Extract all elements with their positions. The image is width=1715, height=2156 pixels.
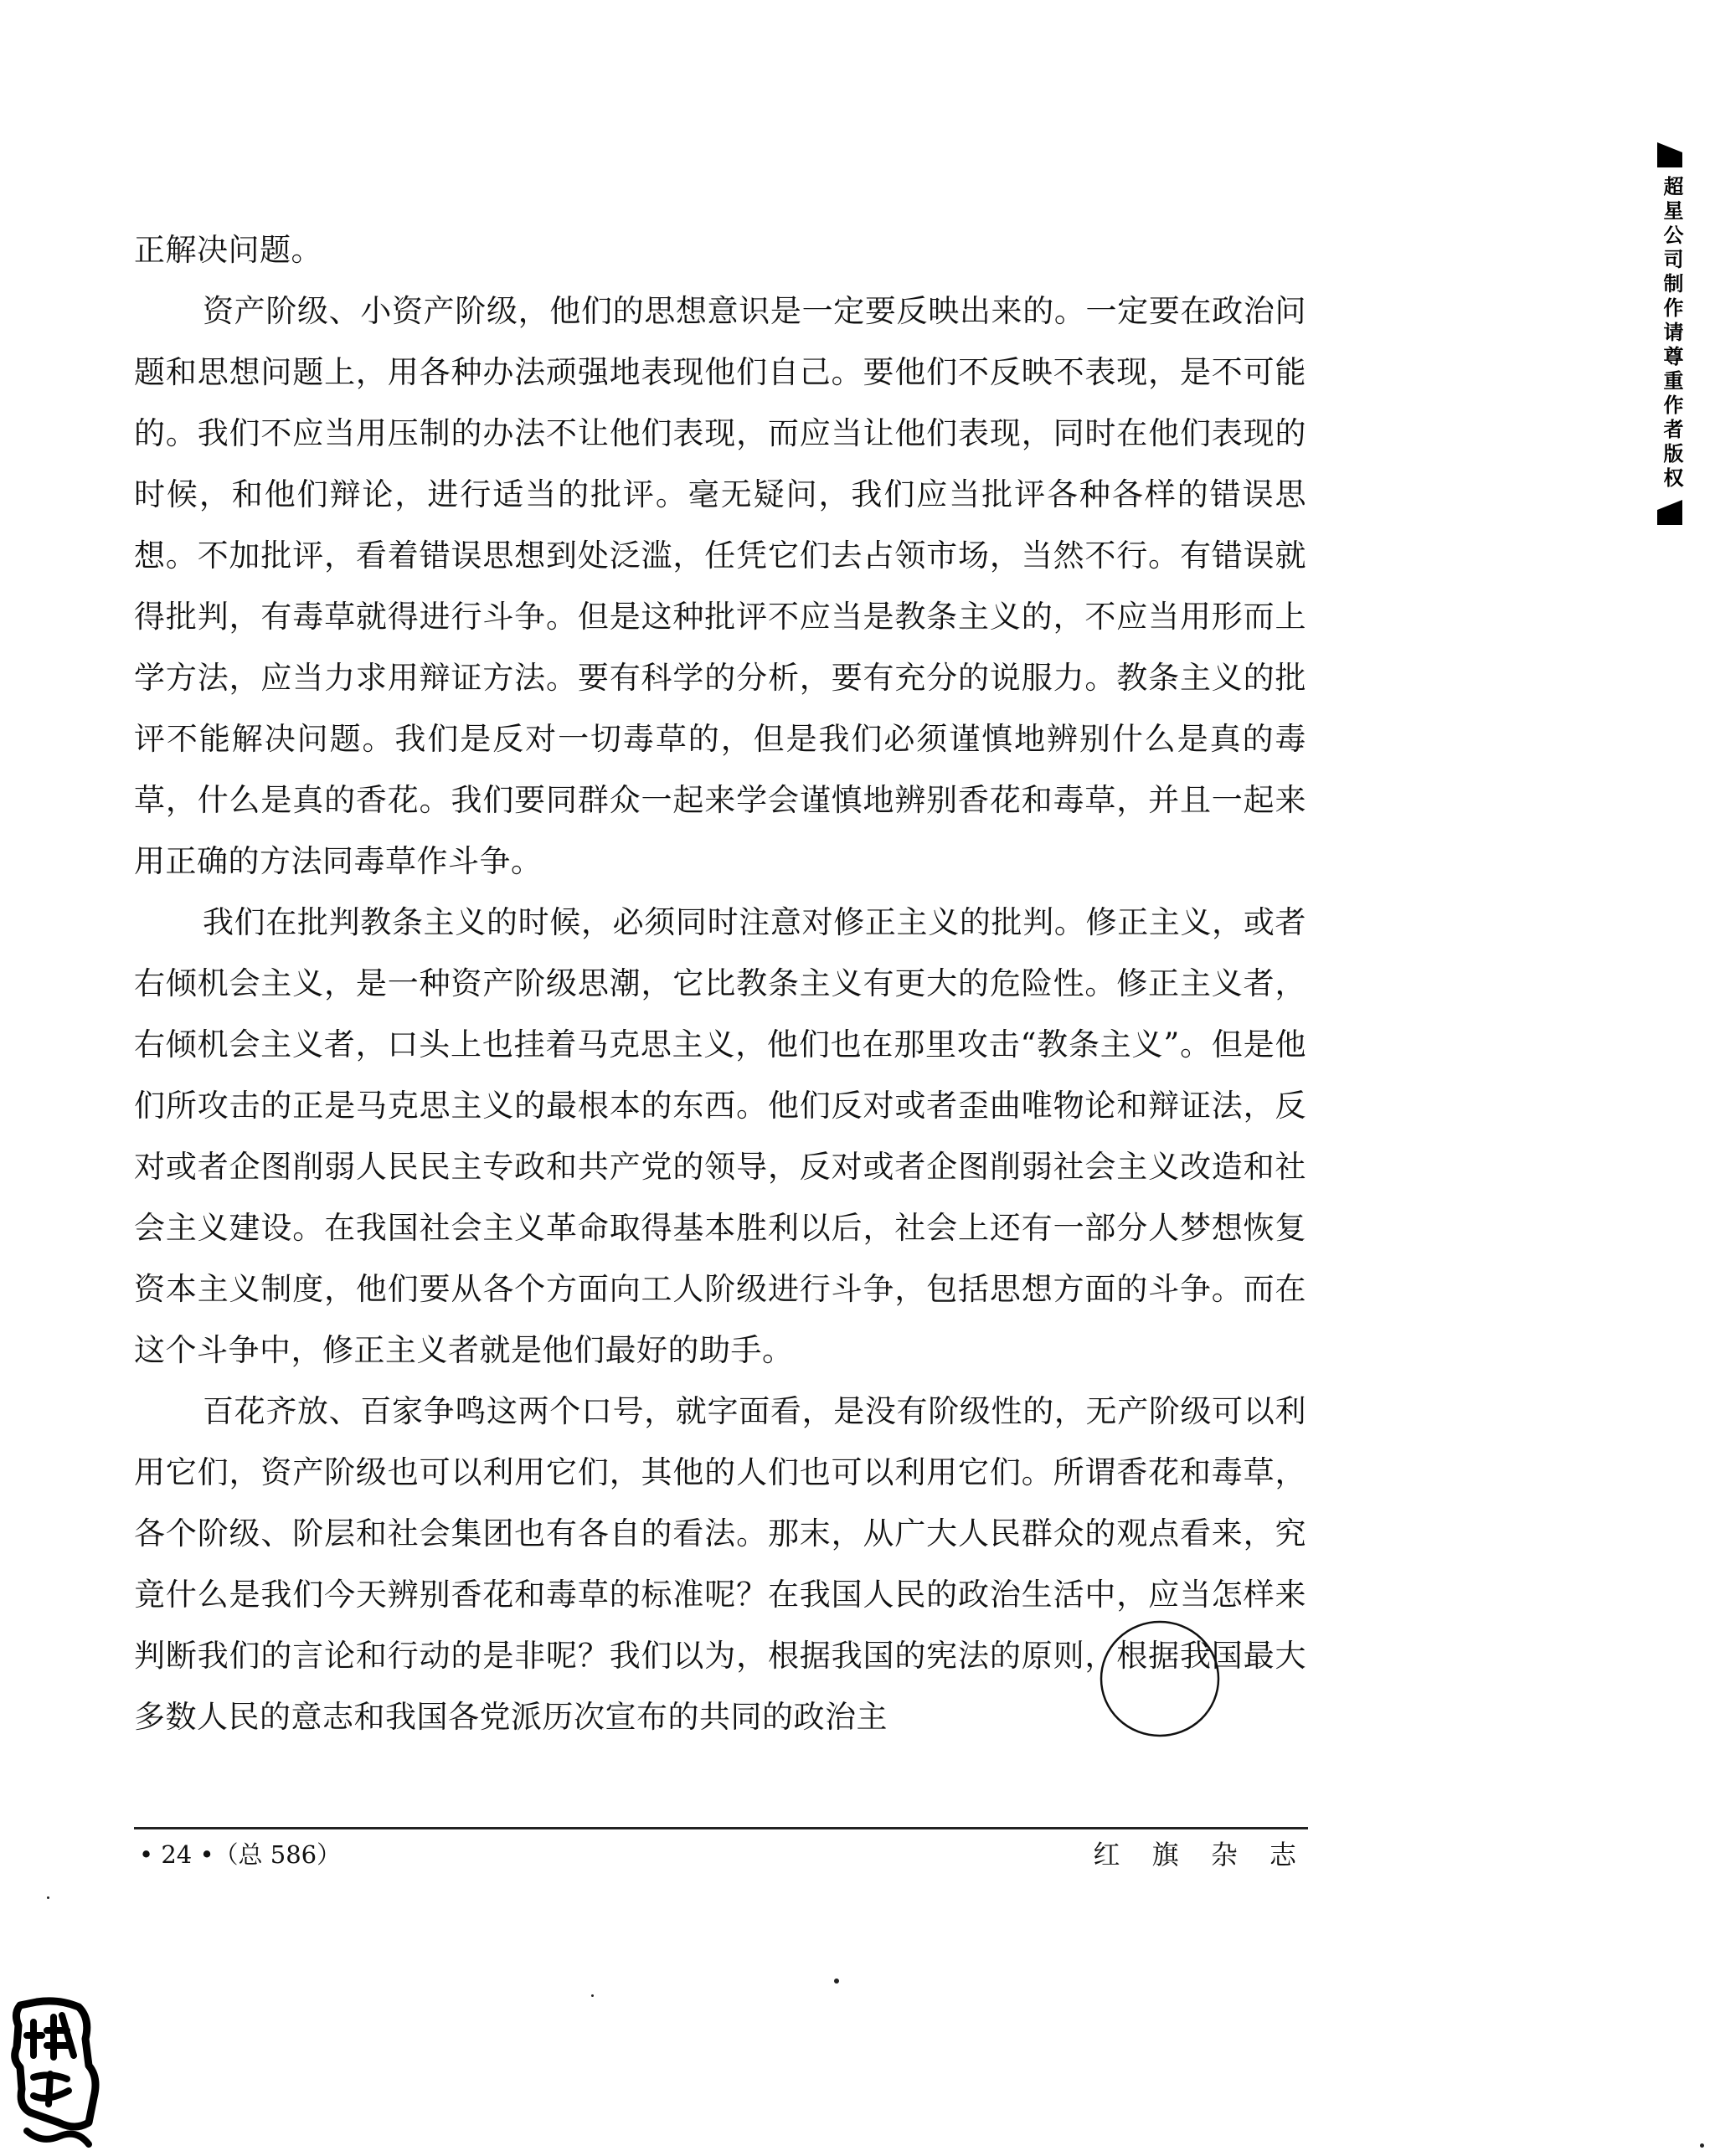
copyright-text: 超星公司制作请尊重作者版权 [1660, 176, 1683, 491]
banner-bottom-marker [1657, 500, 1682, 525]
paragraph-2: 资产阶级、小资产阶级，他们的思想意识是一定要反映出来的。一定要在政治问题和思想问题上，用各种办法顽强地表现他们自己。要他们不反映不表现，是不可能的。我们不应当用压制的办法不让他们表现，而应当让他们表现，同时在他们表现的时候，和他们辩论，进行适当的批评。毫无疑问，我们应当批评各种各样的错误思想。不加批评，看着错误思想到处泛滥，任凭它们去占领市场，当然不行。有错误就得批判，有毒草就得进行斗争。但是这种批评不应当是教条主义的，不应当用形而上学方法，应当力求用辩证方法。要有科学的分析，要有充分的说服力。教条主义的批评不能解决问题。我们是反对一切毒草的，但是我们必须谨慎地辨别什么是真的毒草，什么是真的香花。我们要同群众一起来学会谨慎地辨别香花和毒草，并且一起来用正确的方法同毒草作斗争。 [134, 293, 1306, 879]
scan-speck [47, 1896, 49, 1899]
copyright-banner [1654, 142, 1691, 525]
journal-name: 红 旗 杂 志 [1093, 1839, 1308, 1870]
paragraph-1: 正解决问题。 [134, 232, 322, 268]
paragraph-3: 我们在批判教条主义的时候，必须同时注意对修正主义的批判。修正主义，或者右倾机会主义，是一种资产阶级思潮，它比教条主义有更大的危险性。修正主义者，右倾机会主义者，口头上也挂着马克思主义，他们也在那里攻击“教条主义”。但是他们所攻击的正是马克思主义的最根本的东西。他们反对或者歪曲唯物论和辩证法，反对或者企图削弱人民民主专政和共产党的领导，反对或者企图削弱社会主义改造和社会主义建设。在我国社会主义革命取得基本胜利以后，社会上还有一部分人梦想恢复资本主义制度，他们要从各个方面向工人阶级进行斗争，包括思想方面的斗争。而在这个斗争中，修正主义者就是他们最好的助手。 [134, 904, 1306, 1368]
banner-top-marker [1657, 142, 1682, 167]
scan-speck [591, 1994, 594, 1997]
scan-speck [834, 1978, 839, 1984]
page-number: • 24 •（总 586） [139, 1840, 342, 1869]
paragraph-4: 百花齐放、百家争鸣这两个口号，就字面看，是没有阶级性的，无产阶级可以利用它们，资产阶级也可以利用它们，其他的人们也可以利用它们。所谓香花和毒草，各个阶级、阶层和社会集团也有各自的看法。那末，从广大人民群众的观点看来，究竟什么是我们今天辨别香花和毒草的标准呢？在我国人民的政治生活中，应当怎样来判断我们的言论和行动的是非呢？我们以为，根据我国的宪法的原则，根据我国最大多数人民的意志和我国各党派历次宣布的共同的政治主 [134, 1393, 1306, 1735]
library-seal [8, 1997, 100, 2156]
scan-speck [1700, 2143, 1704, 2148]
footer-rule [134, 1827, 1308, 1829]
body-text [134, 219, 1306, 1747]
pen-circle-mark [1097, 1616, 1223, 1742]
